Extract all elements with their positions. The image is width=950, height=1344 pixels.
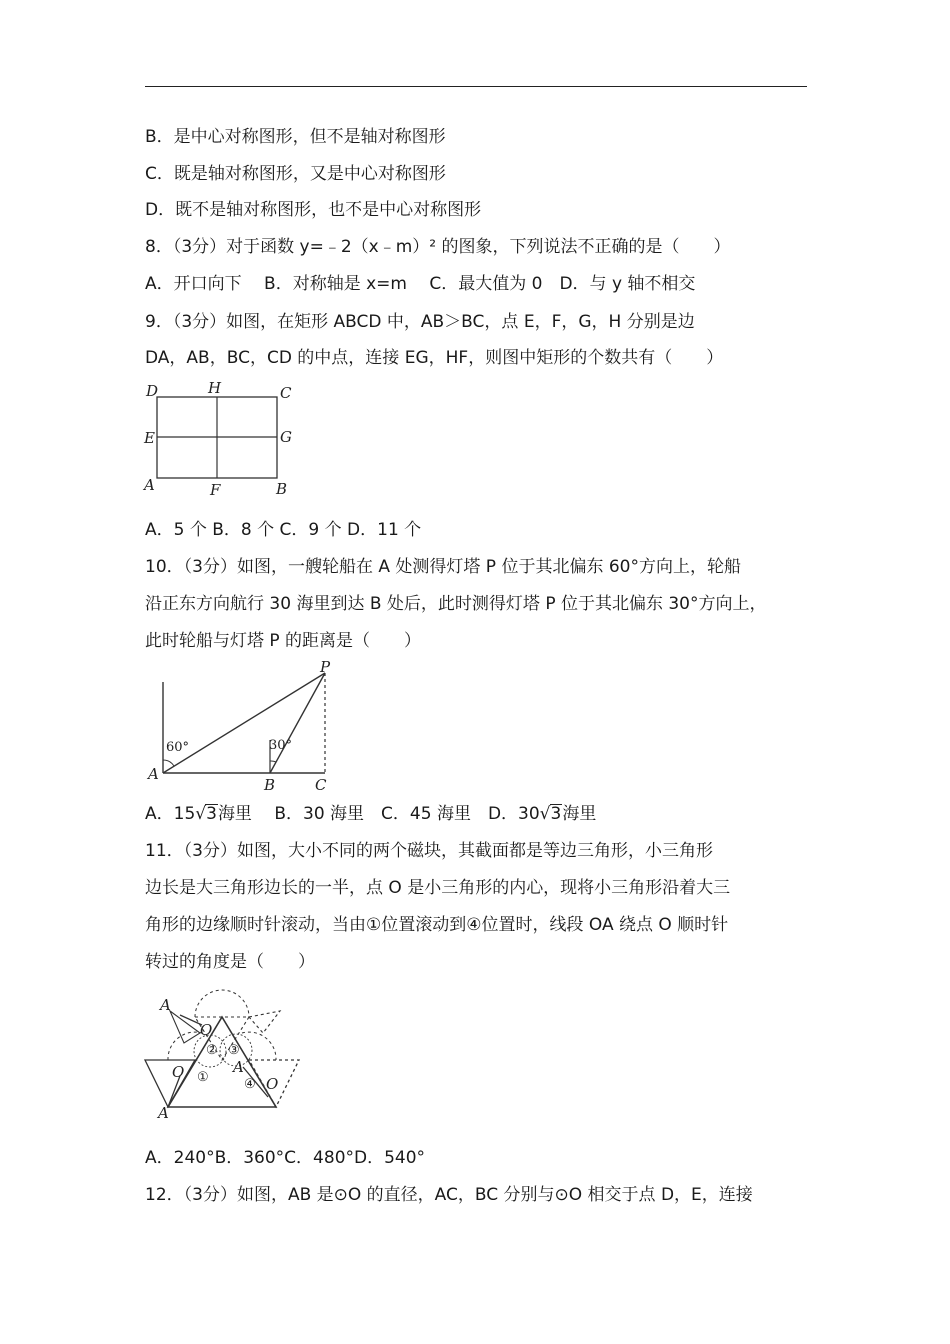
- q10-lighthouse-figure: [140, 660, 340, 795]
- q9-label-f: F: [210, 481, 221, 499]
- q10-label-c: C: [315, 776, 327, 794]
- sqrt-sign: √: [539, 804, 551, 824]
- q10-stem-line3: 此时轮船与灯塔 P 的距离是（ ）: [145, 631, 422, 651]
- q9-label-h: H: [208, 379, 222, 397]
- q10-stem-line2: 沿正东方向航行 30 海里到达 B 处后，此时测得灯塔 P 位于其北偏东 30°方向上，: [145, 594, 767, 614]
- q10-option-d-radicand: 3: [550, 804, 562, 824]
- q11-label-a-bottom: A: [158, 1104, 169, 1120]
- q10-angle-b: 30°: [269, 738, 293, 753]
- q10-label-b: B: [264, 776, 276, 794]
- q11-stem-line2: 边长是大三角形边长的一半，点 O 是小三角形的内心，现将小三角形沿着大三: [145, 878, 731, 898]
- q11-label-o-top: O: [200, 1021, 213, 1039]
- q11-position-4: ④: [244, 1077, 256, 1092]
- q7-option-d: D．既不是轴对称图形，也不是中心对称图形: [145, 200, 482, 220]
- q10-label-a: A: [148, 765, 159, 783]
- q9-options: A．5 个 B．8 个 C．9 个 D．11 个: [145, 520, 422, 540]
- q11-magnet-figure: [140, 985, 310, 1120]
- q11-stem-line4: 转过的角度是（ ）: [145, 952, 315, 972]
- q11-position-2: ②: [206, 1043, 218, 1058]
- q11-stem-line1: 11．（3分）如图，大小不同的两个磁块，其截面都是等边三角形，小三角形: [145, 841, 713, 861]
- q9-label-d: D: [146, 382, 159, 400]
- q10-stem-line1: 10．（3分）如图，一艘轮船在 A 处测得灯塔 P 位于其北偏东 60°方向上，轮船: [145, 557, 741, 577]
- q9-label-c: C: [280, 384, 292, 402]
- q11-options: A．240°B．360°C．480°D．540°: [145, 1148, 426, 1168]
- q8-stem: 8．（3分）对于函数 y=﹣2（x﹣m）² 的图象，下列说法不正确的是（ ）: [145, 237, 731, 257]
- q10-angle-a: 60°: [166, 740, 190, 755]
- q9-label-e: E: [144, 429, 155, 447]
- q9-stem-line1: 9．（3分）如图，在矩形 ABCD 中，AB＞BC，点 E，F，G，H 分别是边: [145, 312, 695, 332]
- header-rule: [145, 86, 807, 87]
- q10-option-a-prefix: A．15: [145, 804, 196, 824]
- q9-label-g: G: [280, 428, 292, 446]
- q10-options-middle: 海里 B．30 海里 C．45 海里 D．30: [217, 804, 540, 824]
- q11-label-a-right: A: [233, 1058, 244, 1076]
- q11-position-3: ③: [228, 1043, 240, 1058]
- q11-stem-line3: 角形的边缘顺时针滚动，当由①位置滚动到④位置时，线段 OA 绕点 O 顺时针: [145, 915, 729, 935]
- q10-option-d-suffix: 海里: [562, 804, 597, 824]
- sqrt-sign: √: [195, 804, 207, 824]
- q9-label-b: B: [276, 480, 288, 498]
- q10-option-a-radicand: 3: [206, 804, 217, 824]
- q11-label-o-left: O: [172, 1063, 185, 1081]
- q9-rectangle-figure: [140, 378, 300, 503]
- q11-label-a-top: A: [160, 996, 171, 1014]
- q7-option-c: C．既是轴对称图形，又是中心对称图形: [145, 164, 446, 184]
- q9-stem-line2: DA，AB，BC，CD 的中点，连接 EG，HF，则图中矩形的个数共有（ ）: [145, 348, 724, 368]
- q10-label-p: P: [320, 660, 331, 676]
- q8-options: A．开口向下 B．对称轴是 x=m C．最大值为 0 D．与 y 轴不相交: [145, 274, 696, 294]
- q10-options: [145, 803, 596, 825]
- q7-option-b: B．是中心对称图形，但不是轴对称图形: [145, 127, 446, 147]
- q9-label-a: A: [144, 476, 155, 494]
- q12-stem-line1: 12．（3分）如图，AB 是⊙O 的直径，AC，BC 分别与⊙O 相交于点 D，E，连接: [145, 1185, 753, 1205]
- q11-position-1: ①: [197, 1070, 209, 1085]
- q11-label-o-right: O: [266, 1075, 279, 1093]
